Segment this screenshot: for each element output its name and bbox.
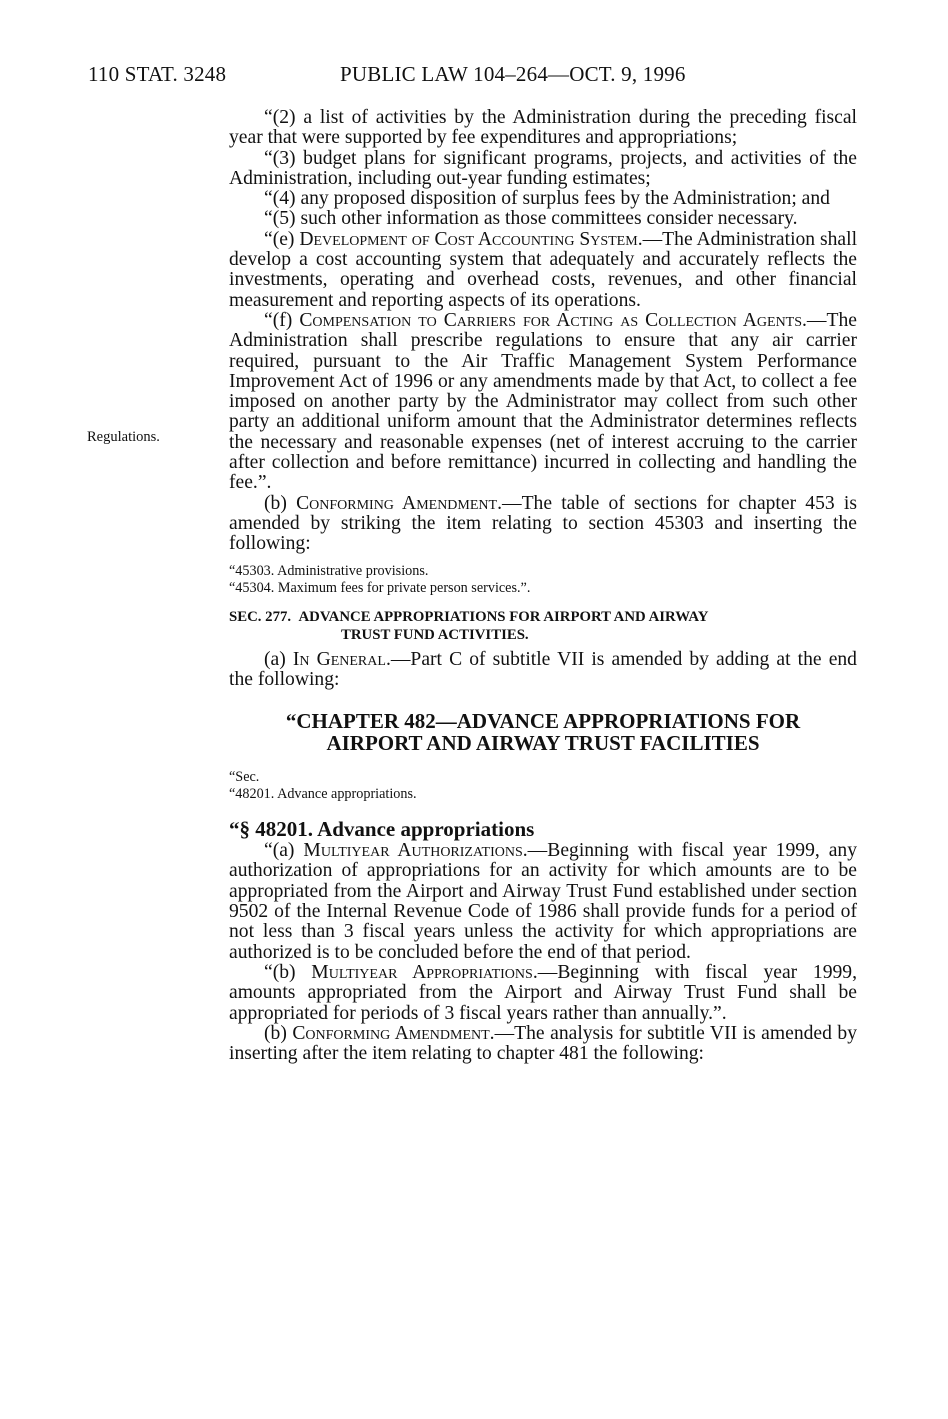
subsection-f-prefix: “(f) (264, 309, 300, 331)
subsection-f (229, 311, 857, 494)
chapter-toc-label: “Sec. (229, 769, 260, 786)
item-3: “(3) budget plans for significant programs, projects, and activities of the Administration, including out-year funding estimates; (229, 147, 857, 189)
subsection-f-heading: Compensation to Carriers for Acting as Collection Agents (299, 309, 803, 331)
subsection-e-prefix: “(e) (264, 228, 300, 250)
toc-item: “45303. Administrative provisions. (229, 562, 429, 579)
item-5: “(5) such other information as those committees consider necessary. (264, 208, 798, 230)
conforming-amendment-1-prefix: (b) (264, 492, 297, 514)
section-277-heading (229, 608, 857, 626)
subsection-f-text: .—The Administration shall prescribe regulations to ensure that any air carrier required, pursuant to the Air Traffic Management System Performance Improvement Act of 1996 or any amendments made by that Act, to collect a fee imposed on another party by the Administrator may collect from such other party an additional uniform amount that the Administrator determines reflects the necessary and reasonable expenses (net of interest accruing to the carrier after collection and before remittance) incurred in collecting and handling the fee.”. (229, 309, 857, 494)
body-text (229, 108, 857, 1064)
subsection-a-general-text: .—Part C of subtitle VII is amended by adding at the end the following: (229, 648, 857, 690)
subsection-b-multiyear-heading: Multiyear Appropriations (311, 961, 533, 983)
subsection-e-heading: Development of Cost Accounting System (299, 228, 638, 250)
chapter-heading-2: AIRPORT AND AIRWAY TRUST FACILITIES (326, 731, 760, 756)
subsection-b-multiyear (229, 963, 857, 1024)
conforming-amendment-1-heading: Conforming Amendment (296, 492, 498, 514)
conforming-amendment-1 (229, 494, 857, 555)
conforming-amendment-2 (229, 1024, 857, 1065)
conforming-amendment-2-prefix: (b) (264, 1022, 293, 1044)
chapter-toc-item: “48201. Advance appropriations. (229, 786, 417, 803)
section-277-title-2: TRUST FUND ACTIVITIES. (341, 626, 529, 643)
subsection-a-general-prefix: (a) (264, 648, 293, 670)
subsection-b-multiyear-text: .—Beginning with fiscal year 1999, amounts appropriated from the Airport and Airway Trust Fund shall be appropriated for periods of 3 fiscal years rather than annually.”. (229, 961, 857, 1024)
subsection-a-general (229, 650, 857, 691)
subsection-b-multiyear-prefix: “(b) (264, 961, 312, 983)
section-277-label: SEC. 277. (229, 608, 292, 625)
conforming-amendment-2-text: .—The analysis for subtitle VII is amended by inserting after the item relating to chapter 481 the following: (229, 1022, 857, 1065)
item-2: “(2) a list of activities by the Administration during the preceding fiscal year that were supported by fee expenditures and appropriations; (229, 107, 857, 149)
conforming-amendment-1-text: .—The table of sections for chapter 453 is amended by striking the item relating to section 45303 and inserting the following: (229, 492, 857, 555)
subsection-a-multiyear-text: .—Beginning with fiscal year 1999, any authorization of appropriations for an activity for which amounts are to be appropriated from the Airport and Airway Trust Fund established under section 9502 of the Internal Revenue Code of 1986 shall provide funds for a period of not less than 3 fiscal years unless the activity for which appropriations are authorized is to be concluded before the end of that period. (229, 840, 858, 963)
running-header: PUBLIC LAW 104–264—OCT. 9, 1996 (340, 62, 686, 86)
chapter-heading-1: “CHAPTER 482—ADVANCE APPROPRIATIONS FOR (285, 709, 801, 734)
subsection-a-multiyear-heading: Multiyear Authorizations (303, 840, 523, 862)
statute-page-number: 110 STAT. 3248 (88, 62, 227, 86)
section-277-title-1: ADVANCE APPROPRIATIONS FOR AIRPORT AND AIRWAY (298, 608, 709, 625)
subsection-a-multiyear-prefix: “(a) (264, 840, 304, 862)
conforming-amendment-2-heading: Conforming Amendment (292, 1022, 490, 1044)
subsection-e-text: .—The Administration shall develop a cost accounting system that adequately and accurately reflects the investments, operating and overhead costs, revenues, and other financial measurement and reporting aspects of its operations. (229, 228, 858, 311)
margin-note: Regulations. (87, 429, 160, 445)
section-48201-heading: “§ 48201. Advance appropriations (229, 817, 535, 842)
item-4: “(4) any proposed disposition of surplus fees by the Administration; and (264, 188, 830, 210)
subsection-a-general-heading: In General (292, 648, 386, 670)
subsection-e (229, 230, 857, 311)
subsection-a-multiyear (229, 841, 857, 963)
toc-item: “45304. Maximum fees for private person services.”. (229, 579, 531, 596)
